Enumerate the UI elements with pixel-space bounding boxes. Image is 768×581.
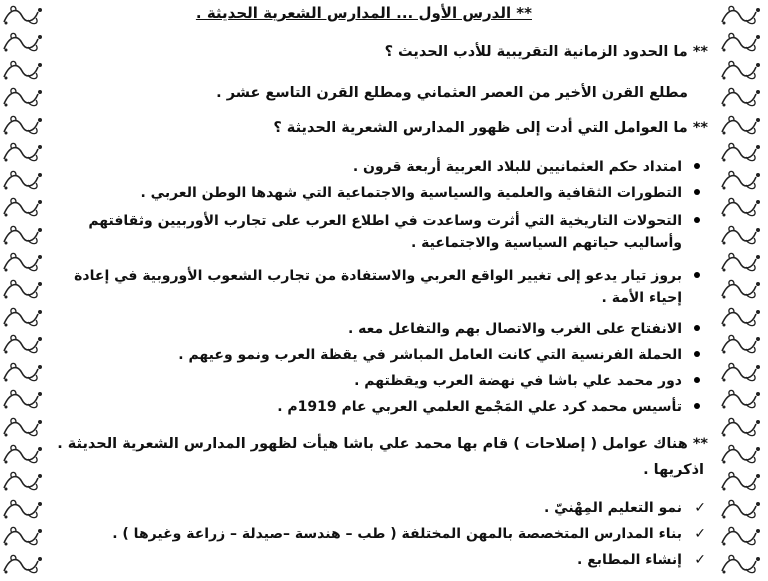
floral-vine-icon — [718, 222, 766, 248]
floral-vine-icon — [718, 414, 766, 440]
list-item: ✓ نمو التعليم المِهْنيّ . — [543, 500, 706, 516]
floral-vine-icon — [0, 112, 48, 138]
floral-vine-icon — [718, 84, 766, 110]
floral-vine-icon — [718, 441, 766, 467]
floral-vine-icon — [0, 496, 48, 522]
floral-vine-icon — [0, 304, 48, 330]
floral-vine-icon — [718, 167, 766, 193]
floral-vine-icon — [0, 194, 48, 220]
floral-vine-icon — [0, 359, 48, 385]
bullet-icon — [694, 377, 700, 383]
floral-vine-icon — [0, 167, 48, 193]
floral-vine-icon — [718, 194, 766, 220]
floral-vine-icon — [718, 359, 766, 385]
bullet-icon — [694, 217, 700, 223]
right-ornamental-border — [718, 0, 768, 579]
floral-vine-icon — [718, 551, 766, 577]
left-ornamental-border — [0, 0, 50, 579]
floral-vine-icon — [718, 523, 766, 549]
floral-vine-icon — [718, 276, 766, 302]
floral-vine-icon — [0, 2, 48, 28]
checkmark-icon: ✓ — [694, 526, 706, 542]
document-page — [57, 0, 710, 579]
list-item: التحولات التاريخية التي أثرت وساعدت في اطلاع العرب على تجارب الأوربيين وثقافتهم وأساليب حياتهم السياسية والاجتماعية . — [60, 210, 710, 254]
floral-vine-icon — [0, 29, 48, 55]
bullet-icon — [694, 272, 700, 278]
list-item: التطورات الثقافية والعلمية والسياسية والاجتماعية التي شهدها الوطن العربي . — [60, 182, 710, 204]
floral-vine-icon — [0, 551, 48, 577]
bullet-icon — [694, 325, 700, 331]
floral-vine-icon — [0, 441, 48, 467]
floral-vine-icon — [718, 57, 766, 83]
list-item: ✓ إنشاء المطابع . — [577, 552, 706, 568]
answer-1: مطلع القرن الأخير من العصر العثماني ومطلع القرن التاسع عشر . — [216, 85, 688, 101]
floral-vine-icon — [718, 139, 766, 165]
question-2: ** ما العوامل التي أدت إلى ظهور المدارس الشعرية الحديثة ؟ — [273, 120, 708, 136]
floral-vine-icon — [0, 222, 48, 248]
floral-vine-icon — [0, 276, 48, 302]
list-item: الحملة الفرنسية التي كانت العامل المباشر في يقظة العرب ونمو وعيهم . — [60, 344, 710, 366]
floral-vine-icon — [718, 496, 766, 522]
floral-vine-icon — [0, 84, 48, 110]
floral-vine-icon — [0, 331, 48, 357]
list-item: تأسيس محمد كرد علي المَجْمع العلمي العربي عام 1919م . — [60, 396, 710, 418]
floral-vine-icon — [0, 386, 48, 412]
floral-vine-icon — [0, 468, 48, 494]
floral-vine-icon — [0, 523, 48, 549]
list-item: امتداد حكم العثمانيين للبلاد العربية أربعة قرون . — [60, 156, 710, 178]
floral-vine-icon — [718, 249, 766, 275]
bullet-icon — [694, 163, 700, 169]
lesson-title: ** الدرس الأول ... المدارس الشعرية الحديثة . — [195, 4, 532, 22]
list-item: الانفتاح على الغرب والاتصال بهم والتفاعل معه . — [60, 318, 710, 340]
floral-vine-icon — [0, 139, 48, 165]
floral-vine-icon — [718, 331, 766, 357]
list-item: بروز تيار يدعو إلى تغيير الواقع العربي والاستفادة من تجارب الشعوب الأوروبية في إعادة إحياء الأمة . — [60, 265, 710, 309]
floral-vine-icon — [718, 2, 766, 28]
checkmark-icon: ✓ — [694, 500, 706, 516]
question-3-instruction: اذكريها . — [643, 462, 704, 478]
floral-vine-icon — [718, 386, 766, 412]
bullet-icon — [694, 351, 700, 357]
bullet-icon — [694, 189, 700, 195]
question-1: ** ما الحدود الزمانية التقريبية للأدب الحديث ؟ — [384, 44, 708, 60]
floral-vine-icon — [718, 112, 766, 138]
floral-vine-icon — [718, 468, 766, 494]
bullet-icon — [694, 403, 700, 409]
floral-vine-icon — [0, 57, 48, 83]
floral-vine-icon — [0, 414, 48, 440]
floral-vine-icon — [718, 29, 766, 55]
question-3: ** هناك عوامل ( إصلاحات ) قام بها محمد علي باشا هيأت لظهور المدارس الشعرية الحديثة . — [57, 436, 708, 452]
floral-vine-icon — [718, 304, 766, 330]
checkmark-icon: ✓ — [694, 552, 706, 568]
list-item: دور محمد علي باشا في نهضة العرب ويقظتهم . — [60, 370, 710, 392]
floral-vine-icon — [0, 249, 48, 275]
list-item: ✓ بناء المدارس المتخصصة بالمهن المختلفة ( طب – هندسة –صيدلة – زراعة وغيرها ) . — [112, 526, 706, 542]
